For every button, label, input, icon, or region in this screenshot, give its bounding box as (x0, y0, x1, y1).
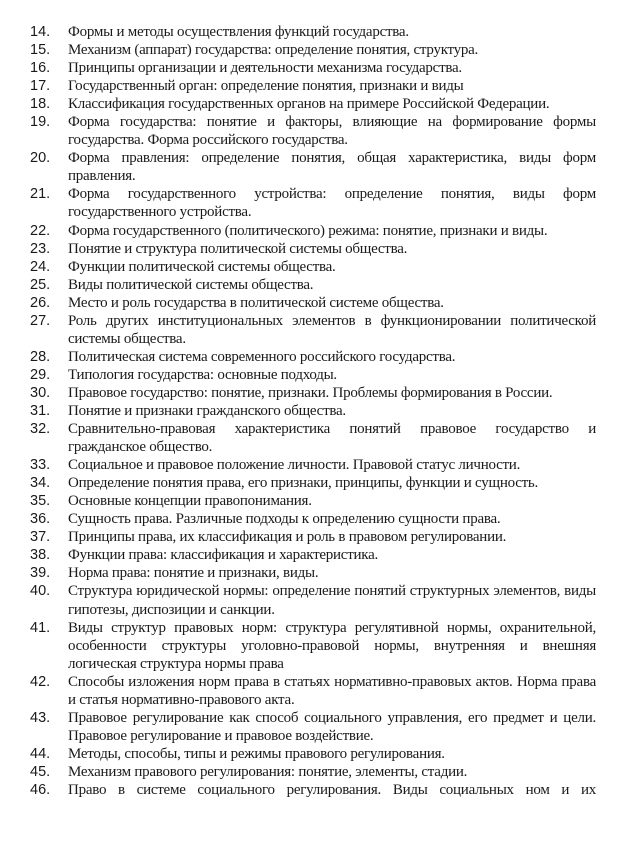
list-item (0, 113, 638, 149)
list-item (0, 564, 638, 582)
item-text: Форма правления: определение понятия, общая характеристика, виды форм правления. (68, 150, 596, 185)
item-number: 19. (30, 114, 51, 131)
item-number: 15. (30, 42, 51, 59)
list-item (0, 240, 638, 258)
list-item (0, 59, 638, 77)
item-number: 30. (30, 384, 51, 401)
item-text: Основные концепции правопонимания. (68, 493, 312, 510)
list-item (0, 582, 638, 618)
list-item (0, 366, 638, 384)
item-number: 36. (30, 511, 51, 528)
item-text: Способы изложения норм права в статьях нормативно-правовых актов. Норма права и статья нормативно-правового акта. (68, 673, 596, 708)
list-item (0, 745, 638, 763)
item-number: 40. (30, 583, 51, 600)
list-item (0, 456, 638, 474)
item-text: Типология государства: основные подходы. (68, 366, 337, 383)
item-text: Механизм правового регулирования: понятие, элементы, стадии. (68, 763, 468, 780)
item-number: 23. (30, 240, 51, 257)
list-item (0, 41, 638, 59)
list-item (0, 420, 638, 456)
item-text: Виды структур правовых норм: структура регулятивной нормы, охранительной, особенности структуры уголовно-правовой нормы, внутренняя и внешняя логическая структура нормы права (68, 619, 596, 672)
item-number: 37. (30, 529, 51, 546)
list-item (0, 77, 638, 95)
item-text: Форма государства: понятие и факторы, влияющие на формирование формы государства. Форма российского государства. (68, 114, 596, 149)
list-item (0, 149, 638, 185)
item-text: Форма государственного устройства: определение понятия, виды форм государственного устройства. (68, 186, 596, 221)
item-text: Классификация государственных органов на примере Российской Федерации. (68, 96, 550, 113)
item-number: 14. (30, 24, 51, 40)
list-item (0, 546, 638, 564)
item-text: Политическая система современного российского государства. (68, 348, 456, 365)
list-item (0, 763, 638, 781)
item-text: Социальное и правовое положение личности. Правовой статус личности. (68, 457, 521, 474)
item-number: 21. (30, 186, 51, 203)
list-item (0, 402, 638, 420)
list-item (0, 528, 638, 546)
item-number: 28. (30, 348, 51, 365)
item-number: 27. (30, 312, 51, 329)
list-item (0, 95, 638, 113)
list-item (0, 23, 638, 41)
item-number: 26. (30, 294, 51, 311)
item-number: 38. (30, 547, 51, 564)
item-text: Место и роль государства в политической системе общества. (68, 294, 444, 311)
item-number: 24. (30, 258, 51, 275)
item-number: 42. (30, 673, 51, 690)
item-number: 32. (30, 421, 51, 438)
list-item (0, 619, 638, 673)
list-item (0, 222, 638, 240)
item-number: 22. (30, 222, 51, 239)
item-text: Право в системе социального регулирования. Виды социальных ном и их (68, 781, 596, 798)
list-item (0, 781, 638, 799)
item-text: Формы и методы осуществления функций государства. (68, 24, 409, 40)
item-text: Понятие и признаки гражданского общества. (68, 402, 346, 419)
item-text: Функции политической системы общества. (68, 258, 336, 275)
list-item (0, 312, 638, 348)
item-number: 25. (30, 276, 51, 293)
item-text: Сущность права. Различные подходы к определению сущности права. (68, 511, 501, 528)
item-text: Роль других институциональных элементов в функционировании политической системы общества. (68, 312, 596, 347)
item-text: Норма права: понятие и признаки, виды. (68, 565, 319, 582)
item-text: Механизм (аппарат) государства: определение понятия, структура. (68, 42, 479, 59)
list-item (0, 474, 638, 492)
item-number: 43. (30, 709, 51, 726)
item-number: 34. (30, 475, 51, 492)
item-number: 17. (30, 78, 51, 95)
item-text: Виды политической системы общества. (68, 276, 314, 293)
item-number: 20. (30, 150, 51, 167)
list-item (0, 258, 638, 276)
item-text: Понятие и структура политической системы общества. (68, 240, 408, 257)
item-number: 39. (30, 565, 51, 582)
item-number: 46. (30, 781, 51, 798)
item-text: Принципы права, их классификация и роль в правовом регулировании. (68, 529, 507, 546)
item-text: Форма государственного (политического) режима: понятие, признаки и виды. (68, 222, 548, 239)
list-item (0, 185, 638, 221)
item-text: Правовое регулирование как способ социального управления, его предмет и цели. Правовое регулирование и правовое воздействие. (68, 709, 596, 744)
item-text: Методы, способы, типы и режимы правового регулирования. (68, 745, 445, 762)
item-number: 33. (30, 457, 51, 474)
item-text: Функции права: классификация и характеристика. (68, 547, 379, 564)
item-text: Государственный орган: определение понятия, признаки и виды (68, 78, 464, 95)
list-item (0, 348, 638, 366)
item-text: Правовое государство: понятие, признаки. Проблемы формирования в России. (68, 384, 553, 401)
item-number: 18. (30, 96, 51, 113)
list-item (0, 492, 638, 510)
item-number: 29. (30, 366, 51, 383)
item-text: Определение понятия права, его признаки, принципы, функции и сущность. (68, 475, 539, 492)
item-number: 41. (30, 619, 51, 636)
list-item (0, 510, 638, 528)
item-text: Принципы организации и деятельности механизма государства. (68, 60, 462, 77)
item-text: Сравнительно-правовая характеристика понятий правовое государство и гражданское общество. (68, 421, 596, 456)
item-number: 31. (30, 402, 51, 419)
list-item (0, 384, 638, 402)
list-item (0, 276, 638, 294)
list-item (0, 294, 638, 312)
list-item (0, 673, 638, 709)
list-item (0, 709, 638, 745)
item-number: 44. (30, 745, 51, 762)
item-text: Структура юридической нормы: определение понятий структурных элементов, виды гипотезы, диспозиции и санкции. (68, 583, 596, 618)
item-number: 35. (30, 493, 51, 510)
item-number: 45. (30, 763, 51, 780)
question-list (0, 23, 638, 799)
item-number: 16. (30, 60, 51, 77)
